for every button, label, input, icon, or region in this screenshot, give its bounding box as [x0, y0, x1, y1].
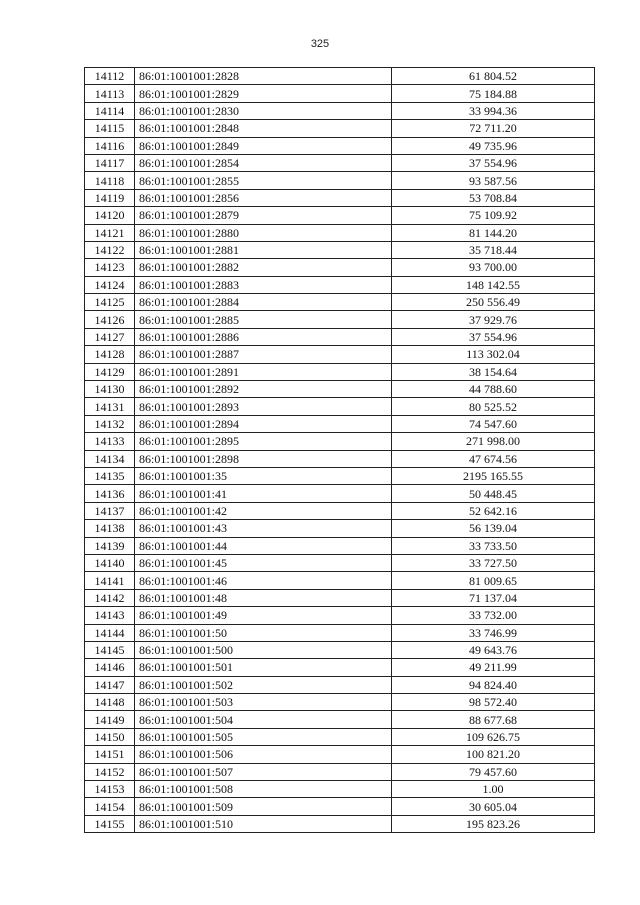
table-row — [85, 346, 595, 363]
cadastral-value-cell: 61 804.52 — [392, 68, 595, 85]
cadastral-number-cell: 86:01:1001001:2885 — [135, 311, 392, 328]
table-row — [85, 467, 595, 484]
cadastral-value-cell: 33 994.36 — [392, 102, 595, 119]
table-row — [85, 102, 595, 119]
cadastral-number-cell: 86:01:1001001:2854 — [135, 154, 392, 171]
table-row — [85, 694, 595, 711]
table-body — [85, 68, 595, 833]
row-number-cell: 14150 — [85, 728, 135, 745]
cadastral-number-cell: 86:01:1001001:2891 — [135, 363, 392, 380]
cadastral-number-cell: 86:01:1001001:2893 — [135, 398, 392, 415]
row-number-cell: 14128 — [85, 346, 135, 363]
row-number-cell: 14116 — [85, 137, 135, 154]
row-number-cell: 14149 — [85, 711, 135, 728]
cadastral-value-cell: 33 727.50 — [392, 554, 595, 571]
cadastral-number-cell: 86:01:1001001:2894 — [135, 415, 392, 432]
cadastral-number-cell: 86:01:1001001:2892 — [135, 381, 392, 398]
cadastral-value-cell: 33 746.99 — [392, 624, 595, 641]
table-row — [85, 676, 595, 693]
row-number-cell: 14133 — [85, 433, 135, 450]
row-number-cell: 14147 — [85, 676, 135, 693]
table-row — [85, 781, 595, 798]
cadastral-number-cell: 86:01:1001001:502 — [135, 676, 392, 693]
cadastral-value-cell: 80 525.52 — [392, 398, 595, 415]
row-number-cell: 14120 — [85, 207, 135, 224]
row-number-cell: 14135 — [85, 467, 135, 484]
table-row — [85, 815, 595, 832]
row-number-cell: 14122 — [85, 241, 135, 258]
cadastral-number-cell: 86:01:1001001:2849 — [135, 137, 392, 154]
row-number-cell: 14131 — [85, 398, 135, 415]
cadastral-number-cell: 86:01:1001001:2884 — [135, 294, 392, 311]
table-row — [85, 798, 595, 815]
cadastral-number-cell: 86:01:1001001:42 — [135, 502, 392, 519]
cadastral-value-cell: 79 457.60 — [392, 763, 595, 780]
table-row — [85, 537, 595, 554]
table-row — [85, 572, 595, 589]
row-number-cell: 14113 — [85, 85, 135, 102]
cadastral-value-cell: 52 642.16 — [392, 502, 595, 519]
table-row — [85, 450, 595, 467]
table-row — [85, 259, 595, 276]
cadastral-number-cell: 86:01:1001001:2886 — [135, 328, 392, 345]
cadastral-number-cell: 86:01:1001001:43 — [135, 520, 392, 537]
row-number-cell: 14144 — [85, 624, 135, 641]
row-number-cell: 14148 — [85, 694, 135, 711]
cadastral-value-cell: 37 929.76 — [392, 311, 595, 328]
cadastral-value-cell: 93 587.56 — [392, 172, 595, 189]
table-row — [85, 172, 595, 189]
cadastral-value-table — [84, 67, 595, 833]
cadastral-number-cell: 86:01:1001001:2882 — [135, 259, 392, 276]
table-row — [85, 294, 595, 311]
table-row — [85, 520, 595, 537]
row-number-cell: 14117 — [85, 154, 135, 171]
cadastral-value-cell: 71 137.04 — [392, 589, 595, 606]
table-row — [85, 363, 595, 380]
cadastral-value-cell: 2195 165.55 — [392, 467, 595, 484]
table-row — [85, 154, 595, 171]
cadastral-number-cell: 86:01:1001001:509 — [135, 798, 392, 815]
table-row — [85, 659, 595, 676]
cadastral-value-cell: 1.00 — [392, 781, 595, 798]
table-row — [85, 746, 595, 763]
cadastral-number-cell: 86:01:1001001:500 — [135, 641, 392, 658]
cadastral-value-cell: 56 139.04 — [392, 520, 595, 537]
cadastral-number-cell: 86:01:1001001:501 — [135, 659, 392, 676]
table-row — [85, 311, 595, 328]
table-row — [85, 728, 595, 745]
cadastral-value-cell: 94 824.40 — [392, 676, 595, 693]
cadastral-number-cell: 86:01:1001001:504 — [135, 711, 392, 728]
cadastral-number-cell: 86:01:1001001:45 — [135, 554, 392, 571]
cadastral-number-cell: 86:01:1001001:2830 — [135, 102, 392, 119]
row-number-cell: 14142 — [85, 589, 135, 606]
cadastral-number-cell: 86:01:1001001:49 — [135, 607, 392, 624]
cadastral-number-cell: 86:01:1001001:46 — [135, 572, 392, 589]
cadastral-number-cell: 86:01:1001001:2829 — [135, 85, 392, 102]
table-row — [85, 137, 595, 154]
table-row — [85, 607, 595, 624]
cadastral-number-cell: 86:01:1001001:2881 — [135, 241, 392, 258]
cadastral-value-cell: 250 556.49 — [392, 294, 595, 311]
table-row — [85, 624, 595, 641]
row-number-cell: 14137 — [85, 502, 135, 519]
cadastral-value-cell: 100 821.20 — [392, 746, 595, 763]
table-row — [85, 207, 595, 224]
table-row — [85, 328, 595, 345]
cadastral-number-cell: 86:01:1001001:506 — [135, 746, 392, 763]
row-number-cell: 14130 — [85, 381, 135, 398]
cadastral-number-cell: 86:01:1001001:2895 — [135, 433, 392, 450]
table-row — [85, 554, 595, 571]
cadastral-number-cell: 86:01:1001001:2848 — [135, 120, 392, 137]
row-number-cell: 14153 — [85, 781, 135, 798]
table-row — [85, 120, 595, 137]
table-row — [85, 381, 595, 398]
table-row — [85, 763, 595, 780]
cadastral-number-cell: 86:01:1001001:505 — [135, 728, 392, 745]
cadastral-number-cell: 86:01:1001001:50 — [135, 624, 392, 641]
row-number-cell: 14115 — [85, 120, 135, 137]
cadastral-value-cell: 47 674.56 — [392, 450, 595, 467]
cadastral-value-cell: 81 009.65 — [392, 572, 595, 589]
table-row — [85, 189, 595, 206]
row-number-cell: 14138 — [85, 520, 135, 537]
cadastral-value-cell: 38 154.64 — [392, 363, 595, 380]
table-row — [85, 398, 595, 415]
row-number-cell: 14154 — [85, 798, 135, 815]
table-row — [85, 241, 595, 258]
cadastral-number-cell: 86:01:1001001:503 — [135, 694, 392, 711]
cadastral-value-cell: 37 554.96 — [392, 328, 595, 345]
table-row — [85, 224, 595, 241]
row-number-cell: 14151 — [85, 746, 135, 763]
row-number-cell: 14127 — [85, 328, 135, 345]
table-row — [85, 68, 595, 85]
row-number-cell: 14112 — [85, 68, 135, 85]
row-number-cell: 14146 — [85, 659, 135, 676]
cadastral-number-cell: 86:01:1001001:35 — [135, 467, 392, 484]
row-number-cell: 14125 — [85, 294, 135, 311]
cadastral-number-cell: 86:01:1001001:44 — [135, 537, 392, 554]
cadastral-value-cell: 93 700.00 — [392, 259, 595, 276]
row-number-cell: 14155 — [85, 815, 135, 832]
cadastral-value-cell: 271 998.00 — [392, 433, 595, 450]
cadastral-value-cell: 75 109.92 — [392, 207, 595, 224]
row-number-cell: 14152 — [85, 763, 135, 780]
row-number-cell: 14134 — [85, 450, 135, 467]
table-row — [85, 502, 595, 519]
row-number-cell: 14141 — [85, 572, 135, 589]
row-number-cell: 14136 — [85, 485, 135, 502]
cadastral-number-cell: 86:01:1001001:2880 — [135, 224, 392, 241]
cadastral-value-cell: 50 448.45 — [392, 485, 595, 502]
cadastral-number-cell: 86:01:1001001:2883 — [135, 276, 392, 293]
cadastral-value-cell: 30 605.04 — [392, 798, 595, 815]
row-number-cell: 14139 — [85, 537, 135, 554]
cadastral-number-cell: 86:01:1001001:2855 — [135, 172, 392, 189]
cadastral-value-cell: 113 302.04 — [392, 346, 595, 363]
table-row — [85, 641, 595, 658]
cadastral-value-cell: 35 718.44 — [392, 241, 595, 258]
cadastral-value-cell: 53 708.84 — [392, 189, 595, 206]
cadastral-number-cell: 86:01:1001001:2879 — [135, 207, 392, 224]
cadastral-value-cell: 33 732.00 — [392, 607, 595, 624]
cadastral-number-cell: 86:01:1001001:510 — [135, 815, 392, 832]
cadastral-value-cell: 72 711.20 — [392, 120, 595, 137]
row-number-cell: 14140 — [85, 554, 135, 571]
cadastral-value-cell: 109 626.75 — [392, 728, 595, 745]
row-number-cell: 14118 — [85, 172, 135, 189]
page-number: 325 — [310, 38, 330, 50]
cadastral-value-cell: 37 554.96 — [392, 154, 595, 171]
cadastral-number-cell: 86:01:1001001:2887 — [135, 346, 392, 363]
row-number-cell: 14132 — [85, 415, 135, 432]
cadastral-number-cell: 86:01:1001001:41 — [135, 485, 392, 502]
cadastral-value-cell: 98 572.40 — [392, 694, 595, 711]
row-number-cell: 14145 — [85, 641, 135, 658]
cadastral-number-cell: 86:01:1001001:48 — [135, 589, 392, 606]
row-number-cell: 14143 — [85, 607, 135, 624]
row-number-cell: 14121 — [85, 224, 135, 241]
cadastral-value-cell: 44 788.60 — [392, 381, 595, 398]
table-row — [85, 276, 595, 293]
table-row — [85, 85, 595, 102]
row-number-cell: 14123 — [85, 259, 135, 276]
cadastral-value-cell: 81 144.20 — [392, 224, 595, 241]
cadastral-number-cell: 86:01:1001001:2828 — [135, 68, 392, 85]
cadastral-value-cell: 195 823.26 — [392, 815, 595, 832]
table-row — [85, 433, 595, 450]
cadastral-value-cell: 88 677.68 — [392, 711, 595, 728]
cadastral-value-cell: 75 184.88 — [392, 85, 595, 102]
cadastral-number-cell: 86:01:1001001:507 — [135, 763, 392, 780]
cadastral-value-cell: 49 735.96 — [392, 137, 595, 154]
table-row — [85, 485, 595, 502]
table-row — [85, 589, 595, 606]
table-row — [85, 415, 595, 432]
cadastral-value-cell: 74 547.60 — [392, 415, 595, 432]
row-number-cell: 14129 — [85, 363, 135, 380]
cadastral-value-cell: 33 733.50 — [392, 537, 595, 554]
cadastral-number-cell: 86:01:1001001:2856 — [135, 189, 392, 206]
row-number-cell: 14126 — [85, 311, 135, 328]
cadastral-number-cell: 86:01:1001001:2898 — [135, 450, 392, 467]
row-number-cell: 14124 — [85, 276, 135, 293]
cadastral-value-cell: 148 142.55 — [392, 276, 595, 293]
cadastral-value-cell: 49 211.99 — [392, 659, 595, 676]
cadastral-value-cell: 49 643.76 — [392, 641, 595, 658]
row-number-cell: 14119 — [85, 189, 135, 206]
row-number-cell: 14114 — [85, 102, 135, 119]
table-row — [85, 711, 595, 728]
cadastral-number-cell: 86:01:1001001:508 — [135, 781, 392, 798]
